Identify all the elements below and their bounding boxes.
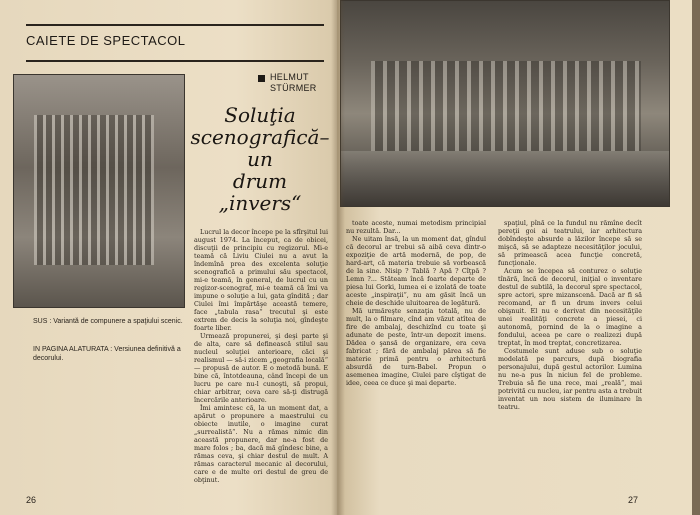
title-line: drum bbox=[232, 169, 288, 193]
page-number-right: 27 bbox=[628, 495, 639, 505]
paragraph: Mă urmăreşte senzaţia totală, nu de mult, la o filmare, cînd am văzut atîtea de fire de ambalaj, deschizînd cu toate şi adunate de peste, într-un depozit imens. Dădea o şansă de organizare, era ceva fabricat ; fără de ambalaj părea să fie materie primă pentru o arhitectură absurdă de turn-Babel. Propun o asemenea imagine, Ciulei pare cîştigat de idee, ceea ce duce şi mai departe. bbox=[346, 307, 486, 387]
paragraph: toate aceste, numai metodism principial nu rezultă. Dar... bbox=[346, 219, 486, 235]
paragraph: Urmează propunerei, şi deşi parte şi de alta, care să definească stilul sau nucleul soluţiei anterioare, căci şi realismul — să-i zicem „geografia locală“ — propusă de autor. E o metodă bună. E bine că, întotdeauna, când începi de un lucru pe care nu-l cunoşti, să propui, chiar arbitrar, ceva care să-ţi distrugă încercările anterioare. bbox=[194, 332, 328, 404]
section-title: CAIETE DE SPECTACOL bbox=[26, 33, 186, 48]
photo-texture bbox=[341, 151, 669, 206]
caption-top: SUS : Variantă de compunere a spaţiului scenic. bbox=[33, 318, 183, 325]
author-first-name: HELMUT bbox=[270, 72, 309, 82]
paragraph: Costumele sunt aduse sub o soluţie modelată pe parcurs, după biografia personajului, după gestul actorilor. Lumina nu ne-a pus în niciun fel de probleme. Trebuia să fie una rece, mai „reală“, mai potrivită cu nucleu, iar pentru asta a trebuit inventat un nou sistem de iluminare în teatru. bbox=[498, 347, 642, 411]
paragraph: Ne uitam însă, la un moment dat, gîndul că decorul ar trebui să aibă ceva dintr-o expoziţie de artă modernă, de pop, de hard-art, că materia trebuie să vorbească de la sine. Nisip ? Tablă ? Apă ? Cîţpă ? Lemn ?... Stăteam încă foarte departe de piesa lui Gorki, lumea ei e izolată de toate aceste „inspiraţii“, nu am găsit încă un cheie de deschide uluitoarea de legătură. bbox=[346, 235, 486, 307]
title-line: Soluţia bbox=[224, 103, 296, 127]
page-gutter bbox=[331, 0, 345, 515]
body-column-right-2 bbox=[498, 219, 642, 455]
paragraph: spaţiul, pînă ce la fundul nu rămîne decît pereţii goi ai teatrului, iar arhitectura dobîndeşte absurde a lăzilor începe să se mişcă, să se adapteze necesităţilor jocului, să primească acea funcţie concretă, funcţionale. bbox=[498, 219, 642, 267]
photo-texture bbox=[34, 115, 154, 265]
title-line: „invers“ bbox=[218, 191, 302, 215]
photo-texture bbox=[371, 61, 641, 151]
paragraph: Acum se începea să conturez o soluţie tînără, încă de decorul, iniţial o inventare destul de subtilă, la decorul spre spectacol, spre actori, spre mizanscenă. Dacă ar fi să recomand, ar fi un drum invers celui obişnuit. El nu e derivat din necesităţile unei realităţi concrete a piesei, ci autonomă, pornind de la o imagine a fondului, aceea pe care o realizezi după treptat, în mod treptat, concretizarea. bbox=[498, 267, 642, 347]
paragraph: Lucrul la decor începe pe la sfîrşitul lui august 1974. La început, ca de obicei, discuţii de principiu cu regizorul. Mi-e teamă că Liviu Ciulei nu a avut la îndemînă prea des excelenta soluţie scenografică a primului său spectacol, mi-e teamă, în general, de lucrul cu un regizor-scenograf, mi-e teamă că îmi va impune o soluţie a lui, gata gîndită ; dar Ciulei îmi împărtăşe această temere, face „tabula rasa“ trecutul şi este extrem de decis la soluţia noi, gîndeşte foarte liber. bbox=[194, 228, 328, 332]
title-line: scenografică– bbox=[190, 125, 330, 149]
page-number-left: 26 bbox=[26, 495, 37, 505]
left-page bbox=[0, 0, 337, 515]
title-line: un bbox=[247, 147, 273, 171]
body-column-left bbox=[194, 228, 328, 484]
caption-opposite-page: IN PAGINA ALATURATA : Versiunea definitivă a decorului. bbox=[33, 346, 181, 362]
body-column-right-1 bbox=[346, 219, 486, 455]
author-name bbox=[270, 72, 317, 94]
paragraph: Îmi amintesc că, la un moment dat, a apărut o propunere a maestrului cu obiecte inutile, o imagine curat „surrealistă“. Nu a rămas nimic din această propunere, dar ne-a fost de mare folos ; ba, dacă mă gîndesc bine, a rămas ceva, şi chiar destul de mult. A rămas caracterul mecanic al decorului, care e de multe ori destul de greu de obţinut. bbox=[194, 404, 328, 484]
article-title bbox=[190, 104, 330, 214]
author-last-name: STÜRMER bbox=[270, 83, 317, 93]
author-marker bbox=[258, 75, 265, 82]
book-edge bbox=[692, 0, 700, 515]
stage-model-photo bbox=[13, 74, 185, 308]
stage-set-photo bbox=[340, 0, 670, 207]
